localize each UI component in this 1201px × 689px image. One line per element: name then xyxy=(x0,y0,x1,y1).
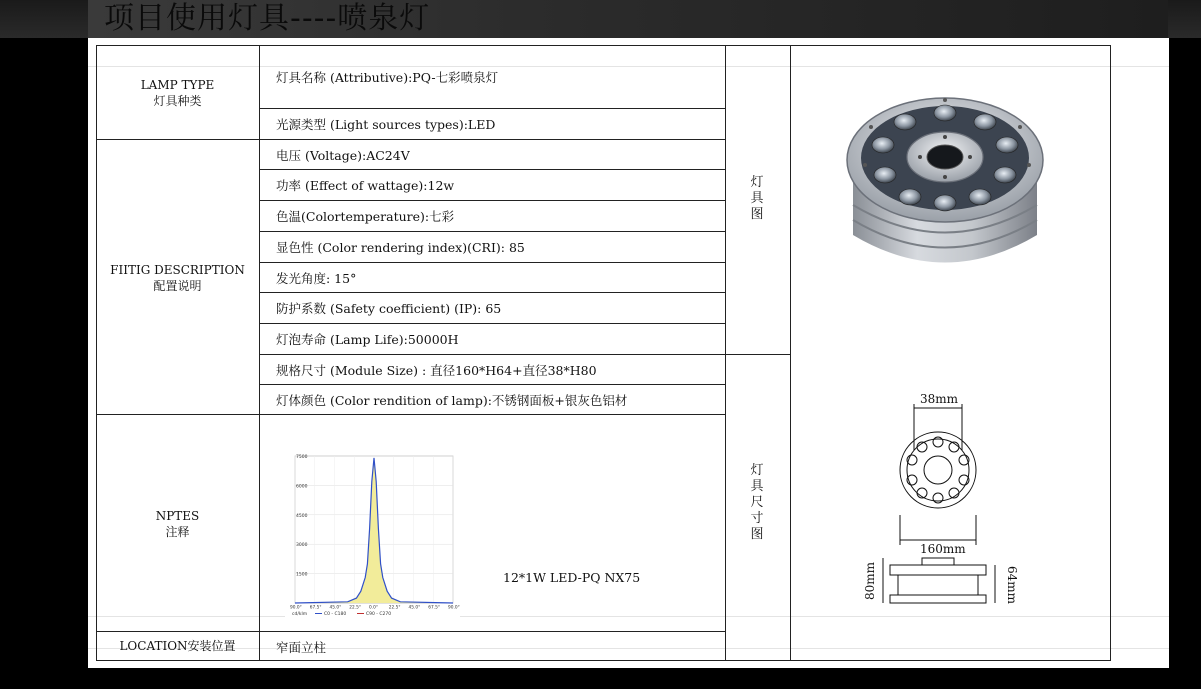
chart-y-tick-label: 4500 xyxy=(296,513,308,519)
spec-row: 显色性 (Color rendering index)(CRI): 85 xyxy=(276,240,525,255)
spec-row: 功率 (Effect of wattage):12w xyxy=(276,178,455,193)
dimension-drawing xyxy=(850,390,1040,615)
chart-y-tick-label: 7500 xyxy=(296,455,308,460)
light-distribution-chart xyxy=(285,448,460,620)
header-bar xyxy=(0,0,1201,38)
location-value: 窄面立柱 xyxy=(276,639,327,655)
spec-row: 光源类型 (Light sources types):LED xyxy=(276,117,496,132)
chart-x-tick-label: 67.5° xyxy=(309,605,322,611)
dim-height-total: 80mm xyxy=(863,561,877,600)
chart-x-tick-label: 45.0° xyxy=(329,605,342,611)
lamp-image-label: 灯具图 xyxy=(750,175,764,222)
spec-row: 灯具名称 (Attributive):PQ-七彩喷泉灯 xyxy=(276,70,499,85)
lamp-type-label: LAMP TYPE 灯具种类 xyxy=(140,78,215,108)
chart-y-tick-label: 1500 xyxy=(296,572,308,578)
chart-x-tick-label: 90.0° xyxy=(290,605,302,611)
chart-x-tick-label: 90.0° xyxy=(448,605,460,611)
chart-legend-entry: C0 - C180 xyxy=(324,612,347,617)
chart-x-tick-label: 67.5° xyxy=(428,605,440,611)
fitting-description-label: FIITIG DESCRIPTION 配置说明 xyxy=(110,263,245,293)
notes-text: 12*1W LED-PQ NX75 xyxy=(503,570,641,585)
spec-row: 电压 (Voltage):AC24V xyxy=(276,147,410,163)
page-title: 项目使用灯具----喷泉灯 xyxy=(104,1,431,36)
dim-bottom-diameter: 160mm xyxy=(920,542,966,556)
spec-row: 发光角度: 15° xyxy=(276,270,357,286)
lamp-photo xyxy=(835,85,1055,295)
location-label: LOCATION安装位置 xyxy=(119,639,236,653)
lamp-dimension-label: 灯具尺寸图 xyxy=(750,463,764,542)
chart-y-tick-label: 3000 xyxy=(296,543,308,549)
spec-row: 防护系数 (Safety coefficient) (IP): 65 xyxy=(276,301,502,316)
chart-x-tick-label: 22.5° xyxy=(349,605,361,611)
spec-row: 灯泡寿命 (Lamp Life):50000H xyxy=(276,332,459,347)
spec-row: 规格尺寸 (Module Size) : 直径160*H64+直径38*H80 xyxy=(276,362,597,378)
chart-x-tick-label: 45.0° xyxy=(408,605,421,611)
chart-unit-label: cd/klm xyxy=(292,612,308,617)
spec-row: 色温(Colortemperature):七彩 xyxy=(276,209,455,224)
notes-label: NPTES 注释 xyxy=(155,509,200,539)
chart-x-tick-label: 22.5° xyxy=(388,605,401,611)
chart-y-tick-label: 6000 xyxy=(296,484,308,490)
spec-row: 灯体颜色 (Color rendition of lamp):不锈钢面板+银灰色铝材 xyxy=(276,392,628,408)
chart-legend-entry: C90 - C270 xyxy=(366,612,392,617)
chart-x-tick-label: 0.0° xyxy=(369,605,378,611)
dim-height-small: 64mm xyxy=(1005,566,1019,605)
dim-top-diameter: 38mm xyxy=(920,392,959,406)
